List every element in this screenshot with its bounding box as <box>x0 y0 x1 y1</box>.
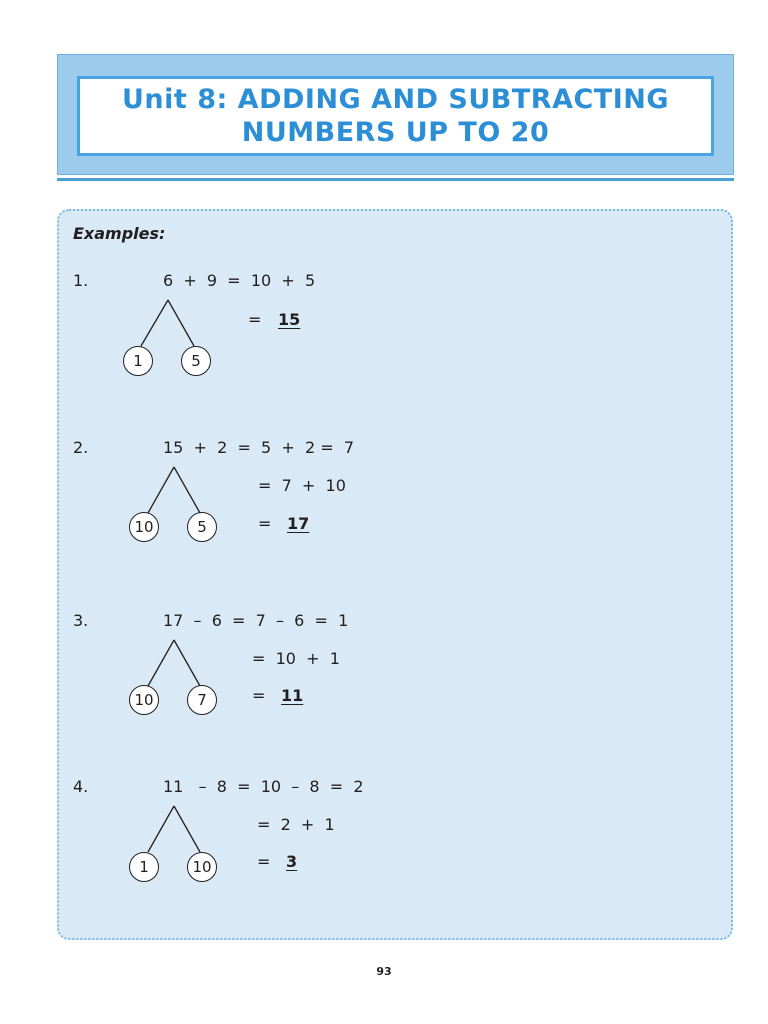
example-equation: 6 + 9 = 10 + 5 <box>163 271 316 290</box>
example-step: = 2 + 1 <box>257 815 335 834</box>
page-title <box>77 76 714 156</box>
example-answer: 11 <box>281 686 304 705</box>
number-bond-left-circle: 1 <box>129 852 159 882</box>
page-title-line-1: Unit 8: ADDING AND SUBTRACTING <box>121 84 669 115</box>
example-number: 4. <box>73 777 89 796</box>
example-number: 2. <box>73 438 89 457</box>
example-equation: 17 – 6 = 7 – 6 = 1 <box>163 611 349 630</box>
number-bond-right-circle: 10 <box>187 852 217 882</box>
number-bond-right-circle: 7 <box>187 685 217 715</box>
example-number: 1. <box>73 271 89 290</box>
number-bond-lines <box>120 298 220 350</box>
answer-equals-sign: = <box>248 310 262 329</box>
number-bond-left-circle: 10 <box>129 512 159 542</box>
page-number: 93 <box>376 965 392 978</box>
example-answer: 17 <box>287 514 310 533</box>
example-equation: 11 – 8 = 10 – 8 = 2 <box>163 777 364 796</box>
number-bond-lines <box>126 804 226 856</box>
example-step: = 10 + 1 <box>252 649 340 668</box>
number-bond-left-circle: 10 <box>129 685 159 715</box>
number-bond-right-circle: 5 <box>181 346 211 376</box>
answer-equals-sign: = <box>257 852 271 871</box>
answer-equals-sign: = <box>258 514 272 533</box>
number-bond-right-circle: 5 <box>187 512 217 542</box>
example-step: = 7 + 10 <box>258 476 346 495</box>
page-title-line-2: NUMBERS UP TO 20 <box>241 117 550 148</box>
example-equation: 15 + 2 = 5 + 2 = 7 <box>163 438 354 457</box>
example-answer: 3 <box>286 852 298 871</box>
example-answer: 15 <box>278 310 301 329</box>
examples-heading: Examples: <box>73 224 166 243</box>
answer-equals-sign: = <box>252 686 266 705</box>
example-number: 3. <box>73 611 89 630</box>
number-bond-left-circle: 1 <box>123 346 153 376</box>
number-bond-lines <box>126 638 226 690</box>
title-underline-rule <box>57 178 734 181</box>
number-bond-lines <box>126 465 226 517</box>
